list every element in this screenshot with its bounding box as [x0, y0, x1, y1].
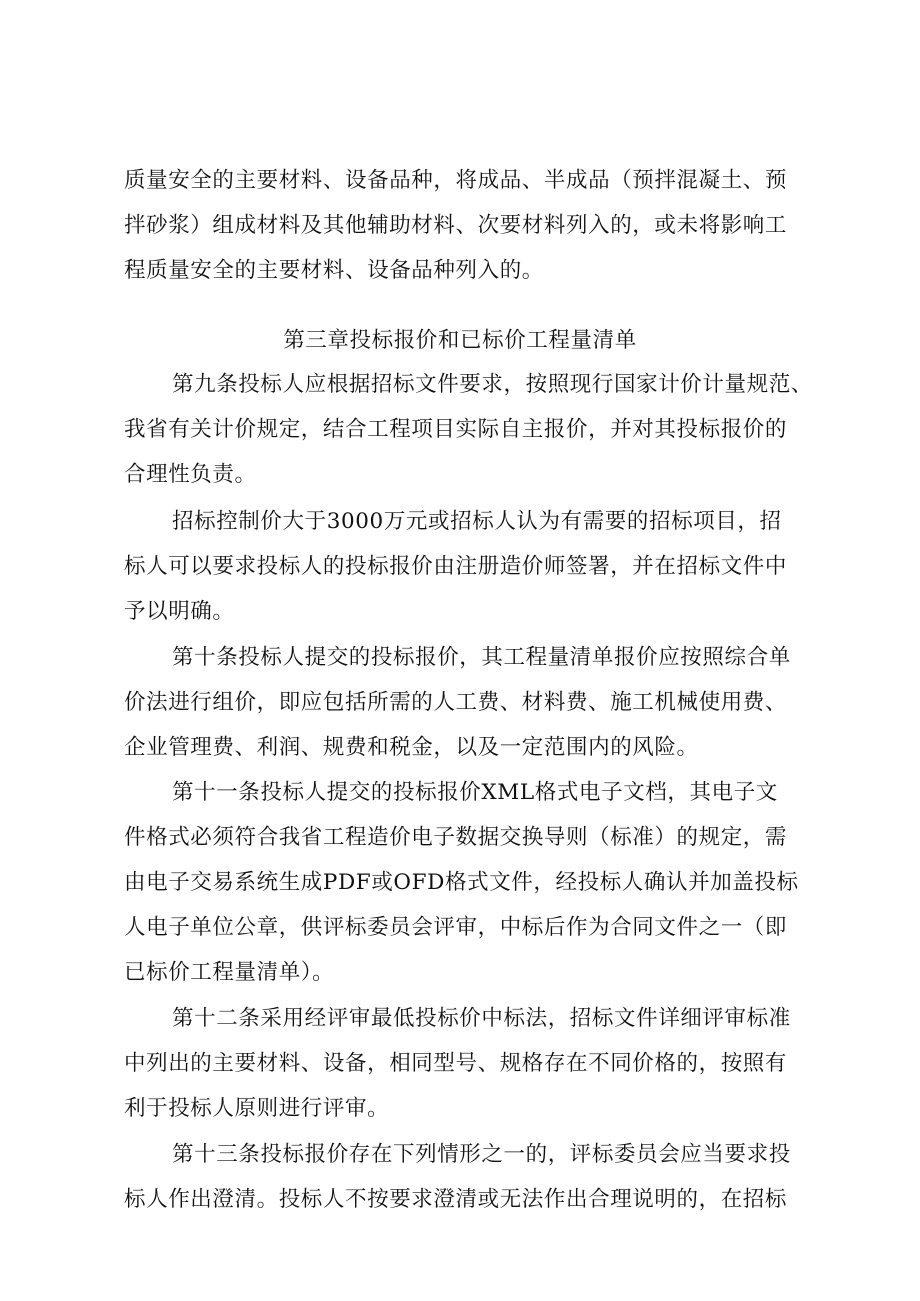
chapter-title: 第三章投标报价和已标价工程量清单	[283, 328, 637, 353]
intro-line-1: 质量安全的主要材料、设备品种，将成品、半成品（预拌混凝土、预	[124, 168, 788, 193]
paragraph-line: 标人作出澄清。投标人不按要求澄清或无法作出合理说明的，在招标	[124, 1187, 788, 1212]
paragraph-line: 招标控制价大于3000万元或招标人认为有需要的招标项目，招	[172, 509, 782, 534]
paragraph-line: 第十二条采用经评审最低投标价中标法，招标文件详细评审标准	[172, 1006, 791, 1031]
paragraph-line: 企业管理费、利润、规费和税金，以及一定范围内的风险。	[124, 735, 699, 760]
paragraph-line: 人电子单位公章，供评标委员会评审，中标后作为合同文件之一（即	[124, 915, 788, 940]
paragraph-line: 中列出的主要材料、设备，相同型号、规格存在不同价格的，按照有	[124, 1051, 788, 1076]
paragraph-line: 我省有关计价规定，结合工程项目实际自主报价，并对其投标报价的	[124, 417, 788, 442]
paragraph-line: 由电子交易系统生成PDF或OFD格式文件，经投标人确认并加盖投标	[124, 870, 799, 895]
paragraph-line: 予以明确。	[124, 599, 235, 624]
paragraph-line: 第十三条投标报价存在下列情形之一的，评标委员会应当要求投	[172, 1142, 791, 1167]
paragraph-line: 合理性负责。	[124, 462, 257, 487]
paragraph-line: 已标价工程量清单）。	[124, 960, 335, 985]
paragraph-line: 利于投标人原则进行评审。	[124, 1096, 390, 1121]
paragraph-line: 标人可以要求投标人的投标报价由注册造价师签署，并在招标文件中	[124, 554, 788, 579]
paragraph-line: 第九条投标人应根据招标文件要求，按照现行国家计价计量规范、	[172, 372, 813, 397]
paragraph-line: 件格式必须符合我省工程造价电子数据交换导则（标准）的规定，需	[124, 825, 788, 850]
intro-line-3: 程质量安全的主要材料、设备品种列入的。	[124, 258, 544, 283]
paragraph-line: 第十条投标人提交的投标报价，其工程量清单报价应按照综合单	[172, 645, 791, 670]
paragraph-line: 价法进行组价，即应包括所需的人工费、材料费、施工机械使用费、	[124, 690, 788, 715]
intro-line-2: 拌砂浆）组成材料及其他辅助材料、次要材料列入的，或未将影响工	[124, 213, 788, 238]
paragraph-line: 第十一条投标人提交的投标报价XML格式电子文档，其电子文	[172, 780, 778, 805]
